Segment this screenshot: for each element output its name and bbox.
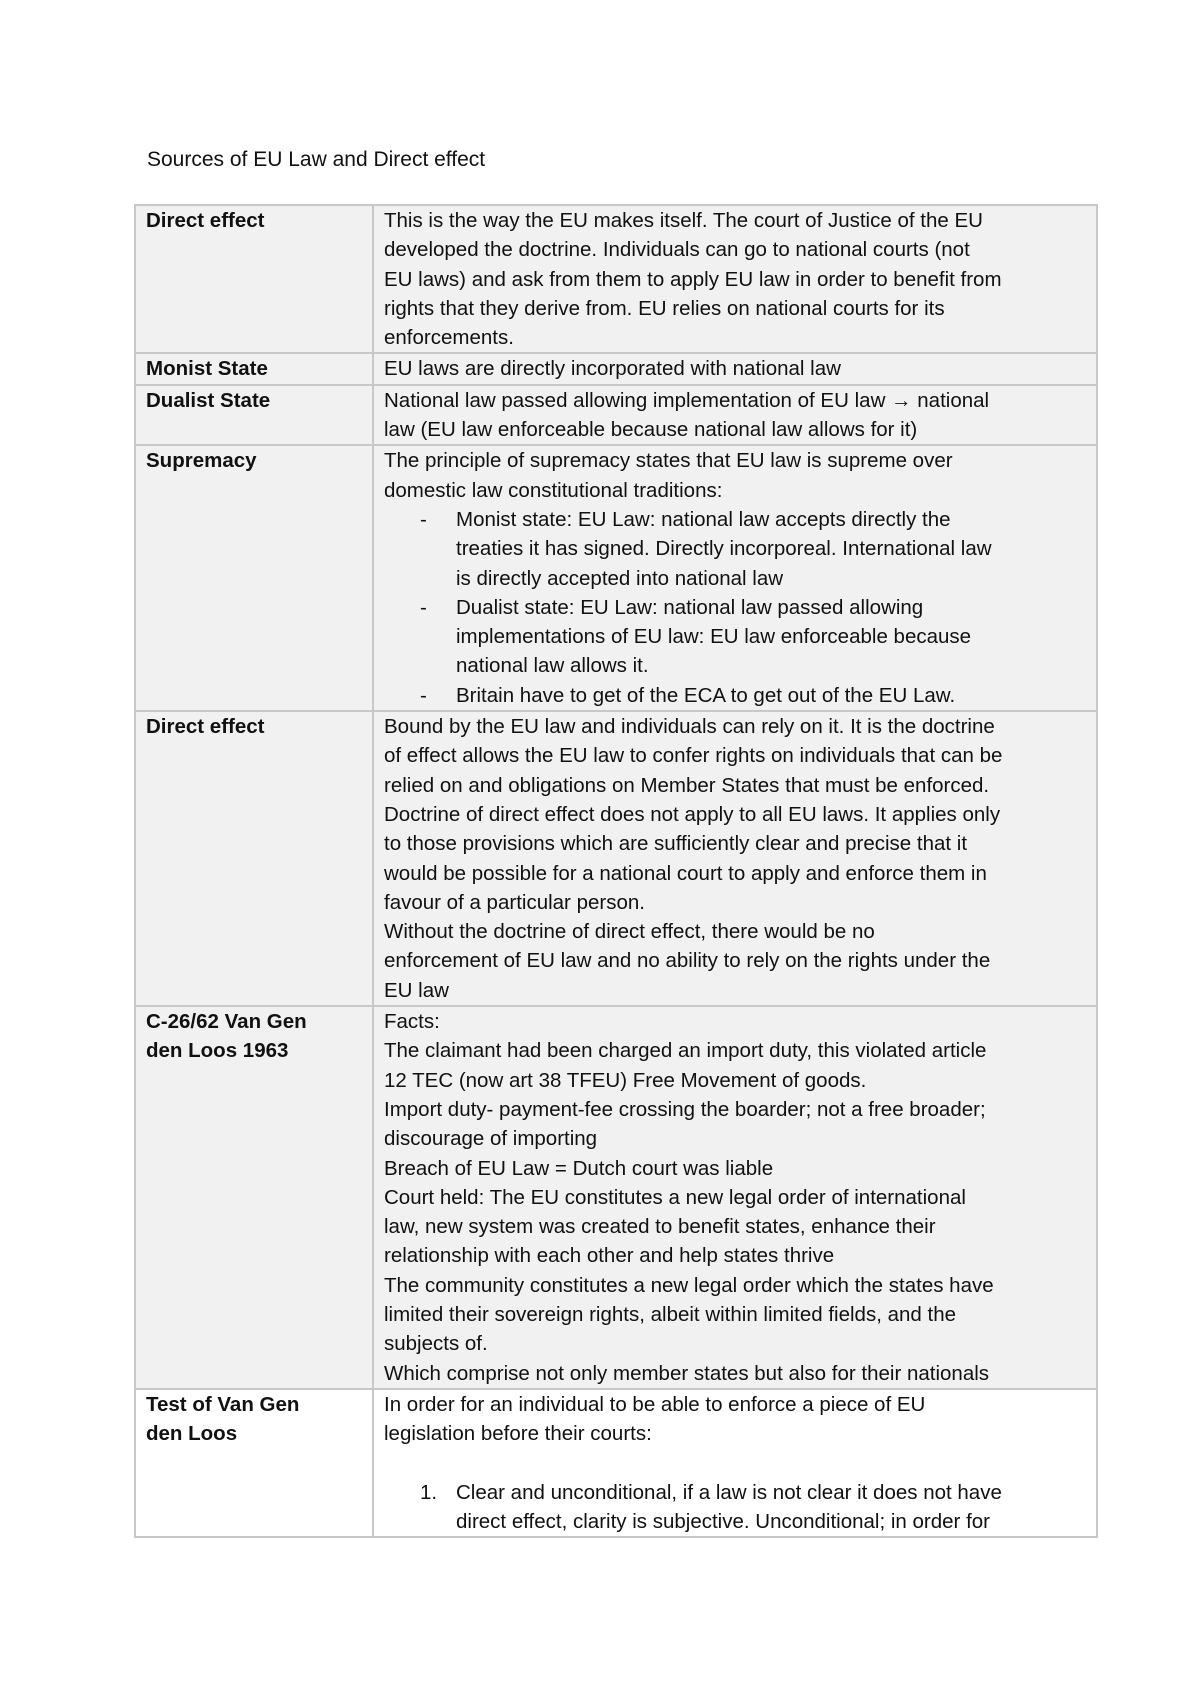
definition-line: enforcements. [384,326,514,350]
number-marker: 1. [420,1480,438,1504]
definition-line: The principle of supremacy states that EU law is supreme over [384,449,953,473]
definition-cell [373,711,1097,1006]
term-cell [135,445,373,711]
bullet-line: Britain have to get of the ECA to get out of the EU Law. [456,683,956,707]
numbered-line: direct effect, clarity is subjective. Unconditional; in order for [456,1510,991,1534]
definition-line: 12 TEC (now art 38 TFEU) Free Movement of goods. [384,1068,867,1092]
term-cell [135,1006,373,1389]
definition-line: rights that they derive from. EU relies on national courts for its [384,296,945,320]
term-label: C-26/62 Van Gen [146,1010,307,1034]
definition-line: The community constitutes a new legal order which the states have [384,1273,994,1297]
term-cell [135,385,373,446]
bullet-line: Dualist state: EU Law: national law passed allowing [456,595,924,619]
term-label: den Loos [146,1422,238,1446]
table-row [135,711,1097,1006]
bullet-item [420,681,1086,710]
definition-line: National law passed allowing implementation of EU law → national [384,388,990,412]
definition-line: law (EU law enforceable because national law allows for it) [384,418,918,442]
term-label: Dualist State [146,388,271,412]
definition-line: Bound by the EU law and individuals can rely on it. It is the doctrine [384,715,995,739]
definition-line: discourage of importing [384,1127,598,1151]
table-row [135,385,1097,446]
term-label: den Loos 1963 [146,1039,289,1063]
definition-line: relied on and obligations on Member States that must be enforced. [384,773,990,797]
definition-line: Court held: The EU constitutes a new legal order of international [384,1185,966,1209]
definition-line: law, new system was created to benefit states, enhance their [384,1215,936,1239]
numbered-item [420,1478,1086,1537]
definition-line: The claimant had been charged an import duty, this violated article [384,1039,987,1063]
definition-line: would be possible for a national court to apply and enforce them in [384,861,987,885]
definition-line: limited their sovereign rights, albeit within limited fields, and the [384,1302,956,1326]
dash-marker: - [420,683,427,707]
table-row [135,353,1097,384]
definition-cell [373,445,1097,711]
definition-line: Import duty- payment-fee crossing the boarder; not a free broader; [384,1097,986,1121]
definition-line: Breach of EU Law = Dutch court was liable [384,1156,774,1180]
term-cell [135,353,373,384]
definition-line: Doctrine of direct effect does not apply to all EU laws. It applies only [384,802,1001,826]
definition-line: Without the doctrine of direct effect, there would be no [384,920,875,944]
term-cell [135,1389,373,1537]
numbered-line: Clear and unconditional, if a law is not clear it does not have [456,1480,1002,1504]
definition-line: EU laws are directly incorporated with national law [384,357,841,381]
definition-line: relationship with each other and help states thrive [384,1244,835,1268]
definition-line: In order for an individual to be able to enforce a piece of EU [384,1392,926,1416]
bullet-line: is directly accepted into national law [456,566,784,590]
notes-table [134,204,1098,1538]
table-row [135,205,1097,353]
definition-cell [373,205,1097,353]
definition-line: of effect allows the EU law to confer rights on individuals that can be [384,744,1003,768]
definition-cell [373,1006,1097,1389]
definition-line: legislation before their courts: [384,1422,652,1446]
definition-cell [373,385,1097,446]
term-label: Supremacy [146,449,257,473]
definition-cell [373,1389,1097,1537]
term-label: Monist State [146,357,268,381]
table-row [135,1006,1097,1389]
bullet-line: Monist state: EU Law: national law accepts directly the [456,507,951,531]
bullet-line: implementations of EU law: EU law enforceable because [456,625,972,649]
bullet-line: treaties it has signed. Directly incorporeal. International law [456,537,992,561]
definition-line: to those provisions which are sufficiently clear and precise that it [384,832,968,856]
definition-line: Facts: [384,1010,440,1034]
definition-line: This is the way the EU makes itself. The court of Justice of the EU [384,209,983,232]
definition-line: favour of a particular person. [384,890,645,914]
dash-marker: - [420,507,427,531]
dash-marker: - [420,595,427,619]
term-cell [135,205,373,353]
document-title: Sources of EU Law and Direct effect [147,148,486,171]
bullet-line: national law allows it. [456,654,649,678]
table-row [135,1389,1097,1537]
table-row [135,445,1097,711]
definition-cell [373,353,1097,384]
term-label: Test of Van Gen [146,1392,300,1416]
bullet-item [420,505,1086,593]
blank-line [384,1448,1086,1477]
definition-line: domestic law constitutional traditions: [384,478,723,502]
term-label: Direct effect [146,715,265,739]
definition-line: EU laws) and ask from them to apply EU law in order to benefit from [384,267,1002,291]
definition-line: developed the doctrine. Individuals can go to national courts (not [384,238,970,262]
definition-line: subjects of. [384,1332,488,1356]
definition-line: Which comprise not only member states but also for their nationals [384,1361,990,1385]
term-cell [135,711,373,1006]
bullet-item [420,593,1086,681]
definition-line: enforcement of EU law and no ability to rely on the rights under the [384,949,991,973]
definition-line: EU law [384,978,449,1002]
term-label: Direct effect [146,209,265,232]
